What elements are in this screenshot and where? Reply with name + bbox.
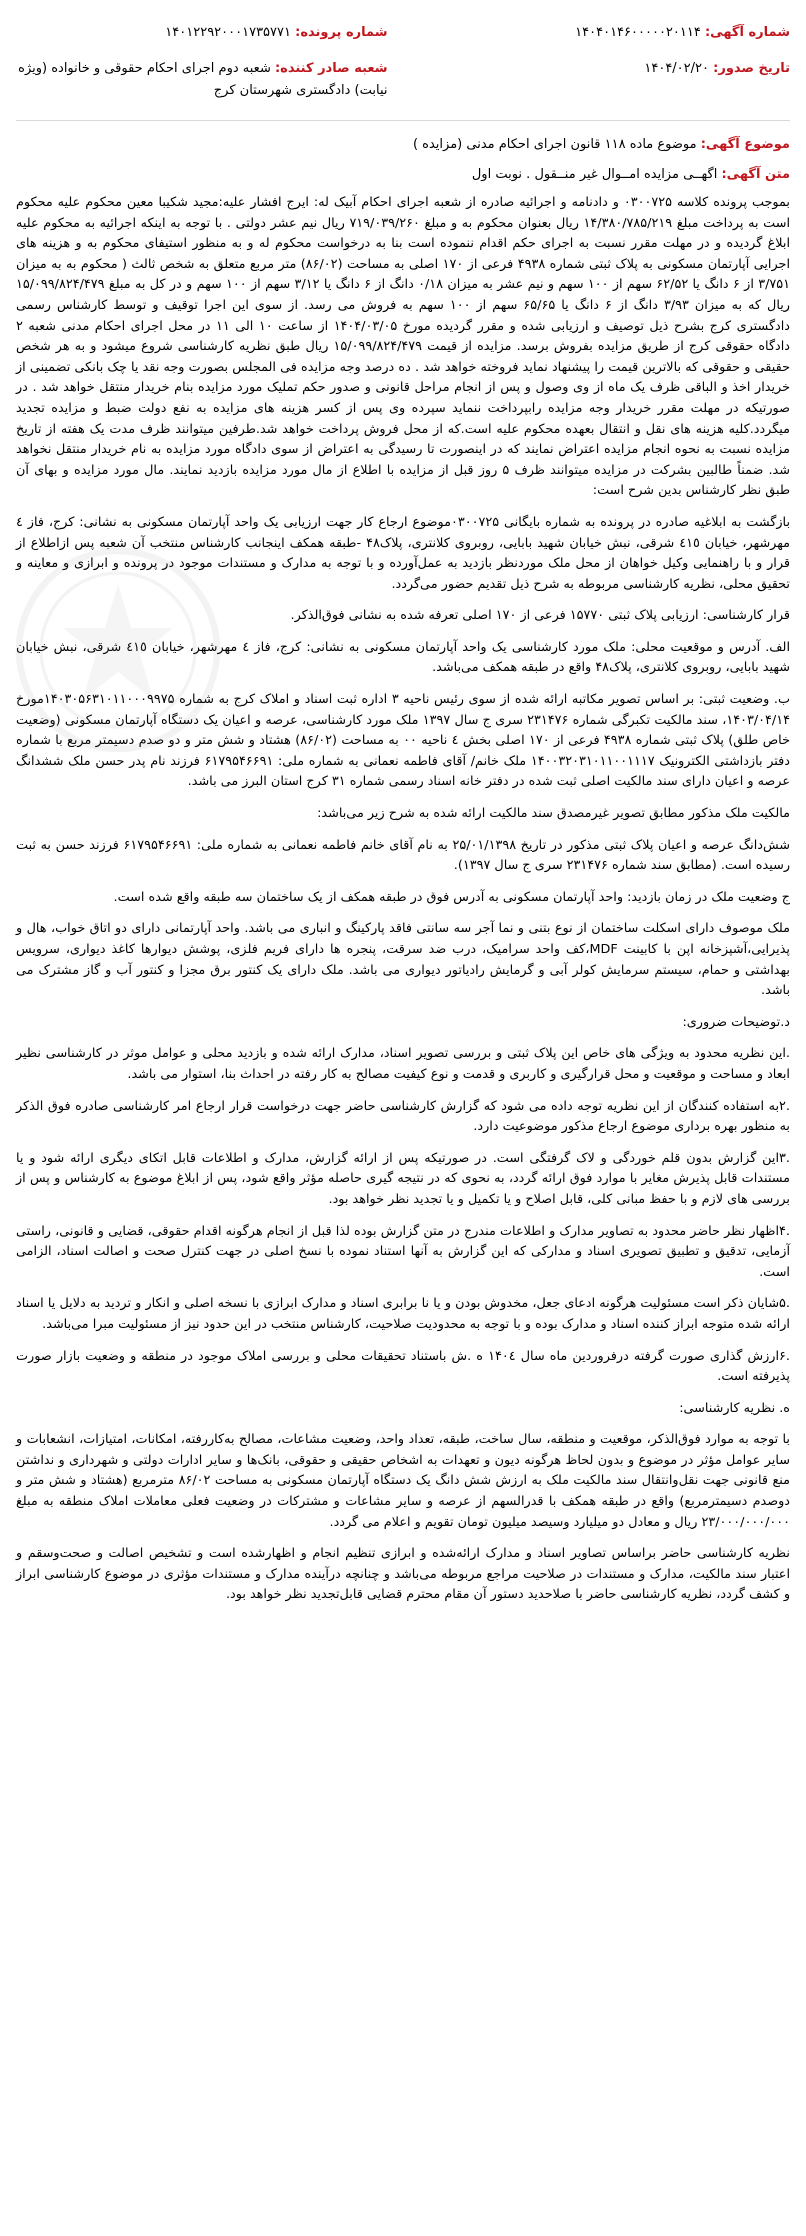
paragraph: .۴اظهار نظر حاضر محدود به تصاویر مدارک و اطلاعات مندرج در متن گزارش بوده لذا قبل از انجام هرگونه اقدام حقوقی، قضایی و قانونی، راستی آزمایی، تدقیق و تطبیق تصویری اسناد و مدارکی که این گزارش به آنها استناد نموده با نسخ اصلی در جهت کنترل صحت و اصالت اسناد، الزامی است. — [16, 1223, 790, 1280]
issue-date-field — [418, 58, 790, 80]
section-heading: د.توضیحات ضروری: — [682, 1014, 790, 1030]
subject-line — [16, 133, 790, 157]
text-label: متن آگهی: — [721, 167, 790, 182]
ad-number-label: شماره آگهی: — [704, 25, 790, 40]
header-row-2 — [16, 58, 790, 102]
ad-body — [16, 193, 790, 1606]
section-heading: ه. نظریه کارشناسی: — [679, 1400, 790, 1416]
text-title-line — [16, 163, 790, 187]
case-number-label: شماره پرونده: — [295, 25, 388, 40]
paragraph: .۳این گزارش بدون قلم خوردگی و لاک گرفتگی است. در صورتیکه پس از ارائه گزارش، مدارک و اطلاعات قابل اتکای دیگری ارائه شود و یا مستندات قابل پذیرش مغایر با موارد فوق ارائه گردد، به نحوی که در نتیجه گیری حاصله مؤثر واقع شود، پس از ابلاغ موضوع به کارشناس و پس از بررسی های لازم و با حفظ مبانی کلی، قابل اصلاح و یا تکمیل و یا تجدید نظر خواهد بود. — [16, 1150, 790, 1207]
paragraph: .۲به استفاده کنندگان از این نظریه توجه داده می شود که گزارش کارشناسی حاضر جهت درخواست قرار ارجاع امر کارشناسی صادره فوق الذکر به منظور بهره برداری موضوع ارجاع مذکور موضوعیت دارد. — [16, 1098, 790, 1135]
paragraph: ب. وضعیت ثبتی: بر اساس تصویر مکاتبه ارائه شده از سوی رئیس ناحیه ۳ اداره ثبت اسناد و املاک کرج به شماره ۱۴۰۳۰۵۶۳۱۰۱۱۰۰۰۹۹۷۵مورخ ۱۴۰۳/۰۴/۱۴، سند مالکیت تکبرگی شماره ۲۳۱۴۷۶ سری ج سال ۱۳۹۷ ملک مورد کارشناسی، عرصه و اعیان یک دستگاه آپارتمان مسکونی (وضعیت خاص طلق) پلاک ثبتی شماره ۴۹۳۸ فرعی از ۱۷۰ اصلی بخش ٤ ناحیه ۰۰ به مساحت (۸۶/۰۲) هشتاد و شش متر و دو صدم دسیمتر مربع با شماره دفتر بازداشتی الکترونیک ۱۴۰۰۳۲۰۳۱۰۱۱۰۰۱۱۱۷ ملک خانم/ آقای فاطمه نعمانی به شماره ملی: ۶۱۷۹۵۴۶۶۹۱ فرزند نام پدر حسن ملک ششدانگ عرصه و اعیان دارای سند مالکیت اصلی ثبت شده در دفتر خانه اسناد رسمی شماره ۳۱ کرج استان البرز می باشد. — [16, 692, 791, 790]
paragraph: .این نظریه محدود به ویژگی های خاص این پلاک ثبتی و بررسی تصویر اسناد، مدارک ارائه شده و بازدید محلی و عوامل موثر در کارشناسی نظیر ابعاد و مساحت و موقعیت و محل قرارگیری و کاربری و قدمت و نوع کیفیت مصالح به کار رفته در احداث بنا، استوار می باشد. — [16, 1046, 790, 1082]
case-number-field — [16, 22, 388, 44]
paragraph: نظریه کارشناسی حاضر براساس تصاویر اسناد و مدارک ارائه‌شده و ابرازی تنظیم انجام و اظهارشده است و تشخیص اصالت و صحت‌وسقم و اعتبار سند مالکیت، مدارک و مستندات در صلاحیت مراجع مربوطه می‌باشد و چنانچه درآینده مدارک و مستندات مؤثری در موضوع کارشناسی ابراز و کشف گردد، نظریه کارشناسی حاضر با صلاحدید دستور آن مقام محترم قضایی قابل‌تجدید نظر خواهد بود. — [16, 1546, 790, 1603]
paragraph: بازگشت به ابلاغیه صادره در پرونده به شماره بایگانی ۰۳۰۰۷۲۵موضوع ارجاع کار جهت ارزیابی یک واحد آپارتمان مسکونی به نشانی: کرج، فاز ٤ مهرشهر، خیابان ٤١٥ شرقی، نبش خیابان شهید بابایی، روبروی کلانتری، پلاک۴۸ -طبقه همکف اینجانب کارشناس منتخب آن شعبه پس ازاطلاع از قرار و با راهنمایی وکیل خواهان از محل ملک موردنظر بازدید به عمل‌آورده و با توجه به مدارک و مستندات موجود در پرونده و ابرازی و معاینه و تحقیق محلی، نظریه کارشناسی مربوطه به شرح ذیل تقدیم حضور می‌گردد. — [16, 514, 791, 592]
subject-value: موضوع ماده ۱۱۸ قانون اجرای احکام مدنی (مزایده ) — [412, 137, 697, 152]
paragraph: .۶ارزش گذاری صورت گرفته درفروردین ماه سال ۱۴۰٤ ه .ش باستناد تحقیقات محلی و بررسی املاک موجود در منطقه و وضعیت بازار صورت پذیرفته است. — [16, 1348, 790, 1385]
issue-date-label: تاریخ صدور: — [713, 61, 790, 76]
branch-field — [16, 58, 388, 102]
ad-number-field — [418, 22, 790, 44]
header-divider — [16, 120, 790, 121]
paragraph: ج وضعیت ملک در زمان بازدید: واحد آپارتمان مسکونی به آدرس فوق در طبقه همکف از یک ساختمان سه طبقه واقع شده است. — [113, 889, 790, 905]
subject-label: موضوع آگهی: — [700, 137, 790, 152]
header-row-1 — [16, 22, 790, 44]
paragraph: قرار کارشناسی: ارزیابی پلاک ثبتی ۱۵۷۷۰ فرعی از ۱۷۰ اصلی تعرفه شده به نشانی فوق‌الذکر. — [290, 608, 790, 624]
issue-date-value: ۱۴۰۴/۰۲/۲۰ — [644, 61, 709, 76]
paragraph: مالکیت ملک مذکور مطابق تصویر غیرمصدق سند مالکیت ارائه شده به شرح زیر می‌باشد: — [317, 806, 790, 822]
paragraph: .۵شایان ذکر است مسئولیت هرگونه ادعای جعل، مخدوش بودن و یا نا برابری اسناد و مدارک ابرازی با نسخه اصلی و انکار و تردید به دلایل یا اسناد ارائه شده متوجه ابراز کننده اسناد و مدارک بوده و با توجه به محدودیت صلاحیت، کارشناس منتخب در این حدود نیز از مسئولیت مبرا می‌باشد. — [16, 1296, 790, 1332]
paragraph: ملک موصوف دارای اسکلت ساختمان از نوع بتنی و نما آجر سه سانتی فاقد پارکینگ و انباری می باشد. واحد آپارتمانی دارای دو اتاق خواب، هال و پذیرایی،آشپزخانه اپن با کابینت MDF،کف واحد سرامیک، درب ضد سرقت، پنجره ها دارای فریم فلزی، پوشش دیوارها کاغذ دیواری، سرویس بهداشتی و حمام، سیستم سرمایش کولر آبی و گرمایش رادیاتور دیواری می باشد. ملک دارای یک کنتور برق مجزا و کنتور آب و گاز مشترک می باشد. — [16, 921, 790, 999]
ad-number-value: ۱۴۰۴۰۱۴۶۰۰۰۰۰۲۰۱۱۴ — [575, 25, 701, 40]
paragraph: الف. آدرس و موقعیت محلی: ملک مورد کارشناسی یک واحد آپارتمان مسکونی به نشانی: کرج، فاز ٤ مهرشهر، خیابان ٤١٥ شرقی، نبش خیابان شهید بابایی، روبروی کلانتری، پلاک۴۸ واقع در طبقه همکف می‌باشد. — [16, 639, 791, 676]
branch-label: شعبه صادر کننده: — [274, 61, 388, 76]
case-number-value: ۱۴۰۱۲۲۹۲۰۰۰۱۷۳۵۷۷۱ — [165, 25, 291, 40]
paragraph: شش‌دانگ عرصه و اعیان پلاک ثبتی مذکور در تاریخ ۲۵/۰۱/۱۳۹۸ به نام آقای خانم فاطمه نعمانی به شماره ملی: ۶۱۷۹۵۴۶۶۹۱ فرزند حسن به ثبت رسیده است. (مطابق سند شماره ۲۳۱۴۷۶ سری ج سال ۱۳۹۷). — [16, 837, 790, 874]
branch-value: شعبه دوم اجرای احکام حقوقی و خانواده (ویژه نیابت) دادگستری شهرستان کرج — [18, 61, 388, 98]
paragraph: بموجب پرونده کلاسه ۰۳۰۰۷۲۵ و دادنامه و اجرائیه صادره از شعبه اجرای احکام آبیک له: ایرج افشار علیه:مجید شکیبا معین محکوم علیه محکوم است به پرداخت مبلغ ۱۴/۳۸۰/۷۸۵/۲۱۹ ریال بعنوان محکوم به و مبلغ ۷۱۹/۰۳۹/۲۶۰ ریال نیم عشر دولتی . با توجه به اینکه اجرائیه به محکوم علیه ابلاغ گردیده و در مهلت مقرر نسبت به اجرای حکم اقدام ننموده است بنا به درخواست محکوم له و به منظور استیفای محکوم به و هزینه های اجرایی آپارتمان مسکونی به پلاک ثبتی شماره ۴۹۳۸ فرعی از ۱۷۰ اصلی به مساحت (۸۶/۰۲) متر مربع متعلق به شخص ثالث ( محکوم به به میزان ۳/۷۵۱ از ۶ دانگ یا ۶۲/۵۲ سهم از ۱۰۰ سهم و نیم عشر به میزان ۰/۱۸ دانگ از ۶ دانگ یا ۳/۱۲ سهم از ۱۰۰ سهم و در کل به مبلغ ۱۵/۰۹۹/۸۲۴/۴۷۹ ریال که به میزان ۳/۹۳ دانگ از ۶ دانگ یا ۶۵/۶۵ سهم از ۱۰۰ سهم به فروش می رسد. از سوی این اجرا توقیف و توسط کارشناس رسمی دادگستری کرج بشرح ذیل توصیف و ارزیابی شده و مقرر گردیده مورخ ۱۴۰۴/۰۳/۰۵ از ساعت ۱۰ الی ۱۱ در محل اجرای احکام مدنی شعبه ۲ دادگاه حقوقی کرج از طریق مزایده بفروش برسد. مزایده از قیمت ۱۵/۰۹۹/۸۲۴/۴۷۹ ریال طبق نظریه کارشناسی شروع میشود و به هر شخص حقیقی و حقوقی که بالاترین قیمت را پیشنهاد نماید فروخته خواهد شد . ده درصد وجه مزایده فی المجلس بصورت وجه نقد یا چک بانکی تضمینی از خریدار اخذ و الباقی ظرف یک ماه از وی وصول و پس از انجام مراحل قانونی و صدور حکم تملیک مورد مزایده بنام خریدار منتقل خواهد شد . در صورتیکه در مهلت مقرر خریدار وجه مزایده رابپرداخت ننماید سپرده وی پس از کسر هزینه های مزایده به نفع دولت ضبط و مزایده تجدید میگردد.کلیه هزینه های نقل و انتقال بعهده محکوم علیه است.که از محل فروش پرداخت خواهد شد.طرفین میتوانند ظرف مدت یک هفته از تاریخ مزایده نسبت به نحوه انجام مزایده اعتراض نمایند که در اینصورت تا رسیدگی به اعتراض از سوی دادگاه مورد مزایده به نام خریدار منتقل نخواهد شد. ضمناً طالبین بشرکت در مزایده میتوانند ظرف ۵ روز قبل از مزایده با اطلاع از مال مورد مزایده بازدید نمایند. مال مورد مزایده و بهای آن طبق نظر کارشناس بدین شرح است: — [16, 195, 791, 499]
text-title: اگهــی مزایده امــوال غیر منــقول . نوبت اول — [471, 167, 718, 182]
paragraph: با توجه به موارد فوق‌الذکر، موقعیت و منطقه، سال ساخت، طبقه، تعداد واحد، وضعیت مشاعات، مصالح به‌کاررفته، امکانات، امتیازات، انشعابات و سایر عوامل مؤثر در موضوع و بدون لحاظ هرگونه دیون و تعهدات به اشخاص حقیقی و حقوقی، بانک‌ها و سایر ادارات دولتی و شهرداری و نداشتن منع قانونی جهت نقل‌وانتقال سند مالکیت ملک به ارزش شش دانگ یک دستگاه آپارتمان مسکونی به مساحت ۸۶/۰۲ مترمربع (هشتاد و شش متر و دوصدم دسیمترمربع) واقع در طبقه همکف با قدرالسهم از عرصه و سایر مشاعات و مشترکات در وضعیت فعلی معاملات املاک منطقه به مبلغ ۲۳/۰۰۰/۰۰۰/۰۰۰ ریال و معادل دو میلیارد وسیصد میلیون تومان تقویم و اعلام می گردد. — [16, 1432, 790, 1530]
